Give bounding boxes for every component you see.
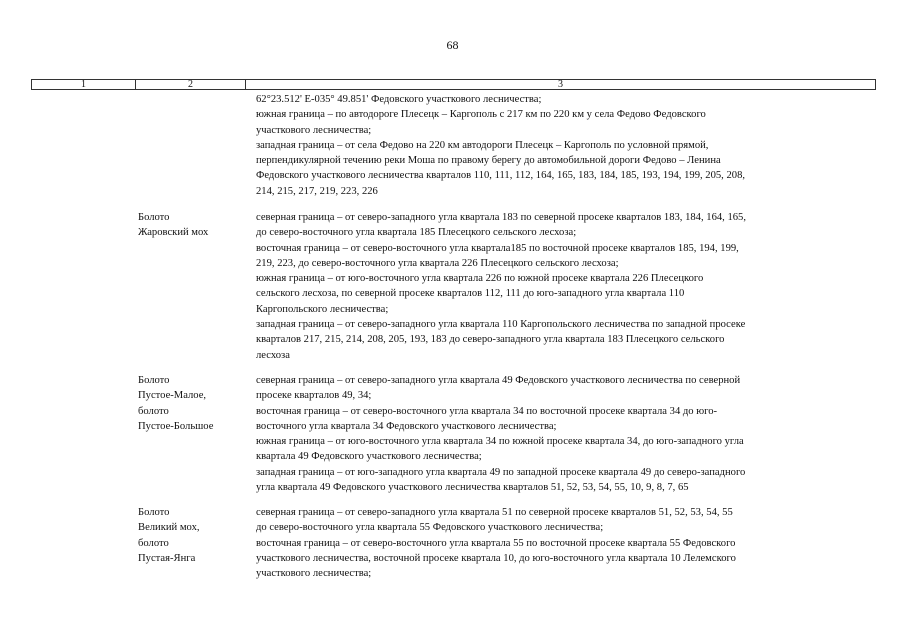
- description-line: участкового лесничества;: [256, 124, 372, 136]
- description-line: кварталов 217, 215, 214, 208, 205, 193, 183 до северо-западного угла квартала 183 Плесецкого сельского: [256, 334, 725, 346]
- description-line: восточная граница – от северо-восточного угла квартала 55 по восточной просеке квартала 55 Федовского: [256, 537, 736, 549]
- column-3-header: 3: [558, 79, 563, 90]
- column-number-header: [31, 79, 876, 90]
- entry-boundary-description: [256, 373, 876, 495]
- name-line: Жаровский мох: [138, 227, 209, 239]
- name-line: Болото: [138, 507, 170, 518]
- description-line: квартала 49 Федовского участкового лесничества;: [256, 451, 482, 463]
- description-line: угла квартала 49 Федовского участкового лесничества кварталов 51, 52, 53, 54, 55, 10, 9, 8, 7, 65: [256, 482, 689, 494]
- description-line: до северо-восточного угла квартала 185 Плесецкого сельского лесхоза;: [256, 227, 577, 239]
- description-line: 219, 223, до северо-восточного угла квартала 226 Плесецкого сельского лесхоза;: [256, 257, 619, 269]
- entry-boundary-description: [256, 210, 876, 363]
- column-1-header: 1: [32, 80, 136, 89]
- description-line: до северо-восточного угла квартала 55 Федовского участкового лесничества;: [256, 522, 604, 534]
- name-line: Болото: [138, 375, 170, 386]
- description-line: западная граница – от юго-западного угла квартала 49 по западной просеке квартала 49 до северо-западного: [256, 466, 746, 478]
- column-2-header: 2: [136, 80, 246, 89]
- description-line: лесхоза: [256, 349, 290, 361]
- description-line: 62°23.512' E-035° 49.851' Федовского участкового лесничества;: [256, 94, 542, 105]
- description-line: западная граница – от северо-западного угла квартала 110 Каргопольского лесничества по западной просеке: [256, 319, 746, 331]
- entry-name: [138, 373, 248, 434]
- description-line: Каргопольского лесничества;: [256, 303, 389, 315]
- description-line: просеке кварталов 49, 34;: [256, 390, 372, 402]
- name-line: болото: [138, 537, 169, 549]
- description-line: восточного угла квартала 34 Федовского участкового лесничества;: [256, 420, 557, 432]
- description-line: западная граница – от села Федово на 220 км автодороги Плесецк – Каргополь по условной прямой,: [256, 139, 709, 151]
- name-line: Болото: [138, 212, 170, 223]
- description-line: участкового лесничества;: [256, 568, 372, 580]
- name-line: болото: [138, 405, 169, 417]
- description-line: восточная граница – от северо-восточного угла квартала185 по восточной просеке кварталов 185, 194, 199,: [256, 242, 739, 254]
- name-line: Великий мох,: [138, 522, 200, 534]
- description-line: сельского лесхоза, по северной просеке кварталов 112, 111 до юго-западного угла квартала 110: [256, 288, 685, 300]
- entry-name: [138, 210, 248, 241]
- description-line: 214, 215, 217, 219, 223, 226: [256, 185, 378, 197]
- description-line: восточная граница – от северо-восточного угла квартала 34 по восточной просеке квартала 34 до юго-: [256, 405, 718, 417]
- description-line: северная граница – от северо-западного угла квартала 183 по северной просеке кварталов 183, 184, 164, 165,: [256, 212, 747, 223]
- name-line: Пустое-Большое: [138, 420, 214, 432]
- description-line: перпендикулярной течению реки Моша по правому берегу до автомобильной дороги Федово – Ленина: [256, 155, 721, 167]
- entry-boundary-description: [256, 505, 876, 581]
- entry-name: [138, 505, 248, 566]
- name-line: Пустое-Малое,: [138, 390, 207, 402]
- entry-boundary-description: [256, 92, 876, 199]
- description-line: южная граница – от юго-восточного угла квартала 226 по южной просеке квартала 226 Плесецкого: [256, 273, 704, 285]
- description-line: северная граница – от северо-западного угла квартала 49 Федовского участкового лесничества по северной: [256, 375, 741, 386]
- page-number: 68: [446, 38, 459, 52]
- description-line: северная граница – от северо-западного угла квартала 51 по северной просеке кварталов 51, 52, 53, 54, 55: [256, 507, 733, 518]
- description-line: южная граница – от юго-восточного угла квартала 34 по южной просеке квартала 34, до юго-западного угла: [256, 436, 744, 448]
- description-line: Федовского участкового лесничества кварталов 110, 111, 112, 164, 165, 183, 184, 185, 193, 194, 199, 205, 208,: [256, 170, 746, 182]
- description-line: участкового лесничества, восточной просеке квартала 10, до юго-восточного угла квартала 10 Лелемского: [256, 552, 736, 564]
- description-line: южная граница – по автодороге Плесецк – Каргополь с 217 км по 220 км у села Федово Федовского: [256, 109, 706, 121]
- name-line: Пустая-Янга: [138, 552, 196, 564]
